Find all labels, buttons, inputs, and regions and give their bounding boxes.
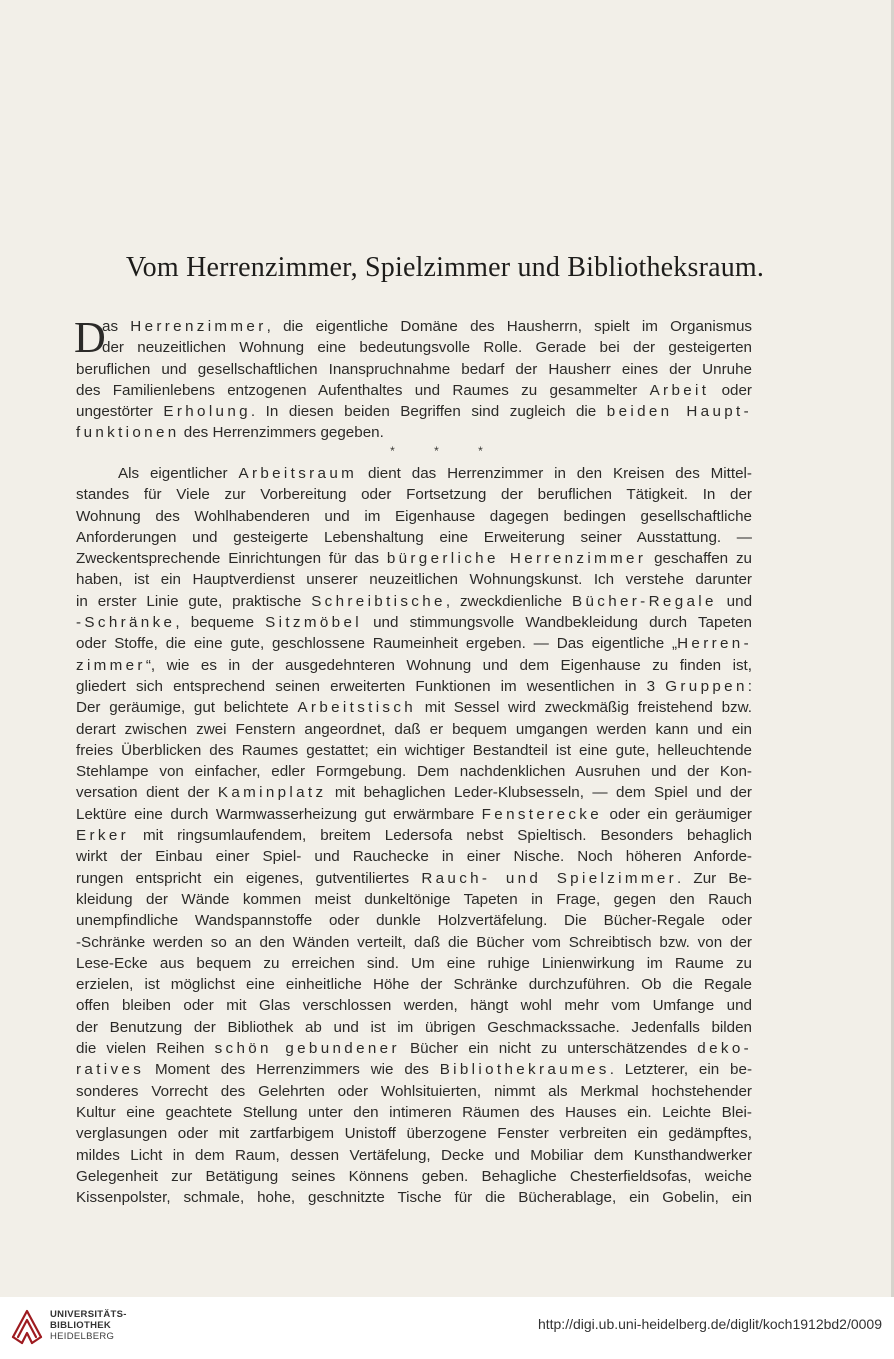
emphasized-text: schön gebundener xyxy=(214,1040,400,1058)
emphasized-text: beiden Haupt- xyxy=(606,403,752,421)
text-line xyxy=(76,719,752,740)
text-run: des Familienlebens entzogenen Aufenthaltes und Raumes zu gesammelter xyxy=(76,381,650,399)
text-run: die vielen Reihen xyxy=(76,1040,215,1058)
emphasized-text: Fensterecke xyxy=(481,805,603,823)
text-line xyxy=(76,1017,752,1038)
text-run: Bücher ein nicht zu unterschätzendes xyxy=(399,1040,698,1058)
text-run: Lektüre eine durch Warmwasserheizung gut erwärmbare xyxy=(76,805,482,823)
text-line xyxy=(76,1081,752,1102)
text-line xyxy=(76,569,752,590)
emphasized-text: funktionen xyxy=(76,424,180,442)
text-run: und xyxy=(716,592,753,610)
text-run: versation dient der xyxy=(76,784,218,802)
text-line xyxy=(76,591,752,612)
text-run: mit Sessel wird zweckmäßig freistehend bzw. xyxy=(416,699,752,717)
emphasized-text: Arbeit xyxy=(649,381,710,399)
text-line xyxy=(76,422,752,443)
paragraph-main xyxy=(76,463,752,1208)
text-run: freies Überblicken des Raumes gestattet; ein wichtiger Bestandteil ist eine gute, helleuchtende xyxy=(76,741,752,759)
text-line xyxy=(76,1059,752,1080)
emphasized-text: Kaminplatz xyxy=(217,784,327,802)
text-run: ungestörter xyxy=(76,403,164,421)
emphasized-text: zimmer xyxy=(76,656,146,674)
text-run: offen bleiben oder mit Glas verschlossen werden, hängt wohl mehr vom Umfange und xyxy=(76,997,752,1015)
text-run: oder ein geräumiger xyxy=(602,805,752,823)
text-run: oder Stoffe, die eine gute, geschlossene Raumeinheit ergeben. — Das eigentliche „ xyxy=(76,635,678,653)
emphasized-text: ratives xyxy=(76,1061,145,1079)
text-line xyxy=(76,676,752,697)
text-run: der neuzeitlichen Wohnung eine bedeutungsvolle Rolle. Gerade bei der gesteigerten xyxy=(102,339,752,357)
emphasized-text: Bibliothekraumes xyxy=(439,1061,610,1079)
text-run: Zweckentsprechende Einrichtungen für das xyxy=(76,550,387,568)
library-name[interactable] xyxy=(50,1309,127,1342)
emphasized-text: deko- xyxy=(697,1040,753,1058)
text-line xyxy=(76,932,752,953)
emphasized-text: Bücher-Regale xyxy=(572,592,717,610)
text-run: dient das Herrenzimmer in den Kreisen des Mittel- xyxy=(357,465,752,482)
library-name-line2: BIBLIOTHEK xyxy=(50,1320,112,1331)
paragraph-intro xyxy=(74,313,752,444)
text-line xyxy=(76,846,752,867)
text-run: . Letzterer, ein be- xyxy=(609,1061,753,1079)
text-run: -Schränke werden so an den Wänden verteilt, daß die Bücher vom Schreibtisch bzw. von der xyxy=(76,933,752,951)
text-run: mit ringsumlaufendem, breitem Ledersofa nebst Spieltisch. Besonders behaglich xyxy=(129,827,752,845)
text-line xyxy=(76,655,752,676)
text-run: , zweckdienliche xyxy=(445,592,572,610)
text-line xyxy=(76,401,752,422)
text-run: . In diesen beiden Begriffen sind zugleich die xyxy=(250,403,607,421)
text-line xyxy=(76,889,752,910)
text-run: mildes Licht in dem Raum, dessen Vertäfelung, Decke und Mobiliar dem Kunsthandwerker xyxy=(76,1146,752,1164)
library-name-line1: UNIVERSITÄTS- xyxy=(50,1309,127,1320)
text-line xyxy=(76,995,752,1016)
text-run: wirkt der Einbau einer Spiel- und Rauchecke in einer Nische. Noch höheren Anforde- xyxy=(76,848,752,866)
text-run: geschaffen zu xyxy=(646,550,753,568)
text-run: Lese-Ecke aus bequem zu erreichen sind. Um eine ruhige Linienwirkung im Raume zu xyxy=(76,954,752,972)
emphasized-text: -Schränke xyxy=(76,614,176,632)
text-run: beruflichen und gesellschaftlichen Inanspruchnahme bedarf der Hausherr eines der Unruhe xyxy=(76,360,752,378)
text-run: mit behaglichen Leder-Klubsesseln, — dem Spiel und der xyxy=(326,784,752,802)
text-line xyxy=(76,484,752,505)
text-run: standes für Viele zur Vorbereitung oder Fortsetzung der beruflichen Tätigkeit. In der xyxy=(76,486,752,504)
text-line xyxy=(76,868,752,889)
text-line xyxy=(76,1102,752,1123)
text-line xyxy=(76,825,752,846)
text-run: , die eigentliche Domäne des Hausherrn, spielt im Organismus xyxy=(266,318,752,335)
text-line xyxy=(76,953,752,974)
text-line xyxy=(76,316,752,337)
section-separator: * * * xyxy=(390,444,501,458)
text-run: Der geräumige, gut belichtete xyxy=(76,699,298,717)
text-line xyxy=(76,697,752,718)
text-run: Anforderungen und gesteigerte Lebenshaltung eine Erweiterung seiner Ausstattung. — xyxy=(76,528,752,546)
text-line xyxy=(76,1038,752,1059)
text-run: “, wie es in der ausgedehnteren Wohnung und dem Eigenhause zu finden ist, xyxy=(145,656,752,674)
text-line xyxy=(76,761,752,782)
emphasized-text: Herren- xyxy=(677,635,752,653)
text-run: : xyxy=(747,677,752,695)
text-run: Moment des Herrenzimmers wie des xyxy=(144,1061,440,1079)
text-line xyxy=(76,740,752,761)
text-run: Kissenpolster, schmale, hohe, geschnitzte Tische für die Bücherablage, ein Gobelin, ein xyxy=(76,1189,752,1207)
emphasized-text: Arbeitstisch xyxy=(297,699,417,717)
text-line xyxy=(76,974,752,995)
text-run: Kultur eine geachtete Stellung unter den intimeren Räumen des Hauses ein. Leichte Blei- xyxy=(76,1103,752,1121)
text-run: der Benutzung der Bibliothek ab und ist im übrigen Geschmackssache. Jedenfalls bilden xyxy=(76,1018,752,1036)
text-line xyxy=(76,612,752,633)
text-run: derart zwischen zwei Fenstern angeordnet, daß er bequem umgangen werden kann und ein xyxy=(76,720,752,738)
emphasized-text: bürgerliche Herrenzimmer xyxy=(386,550,647,568)
library-name-line3: HEIDELBERG xyxy=(50,1331,115,1342)
library-logo-icon[interactable] xyxy=(10,1307,44,1347)
emphasized-text: Rauch- und Spielzimmer xyxy=(421,869,678,887)
text-run: in erster Linie gute, praktische xyxy=(76,592,312,610)
permalink-url[interactable]: http://digi.ub.uni-heidelberg.de/diglit/koch1912bd2/0009 xyxy=(537,1316,882,1332)
text-run: erzielen, ist möglichst eine einheitliche Höhe der Schränke durchzuführen. Ob die Regale xyxy=(76,976,752,994)
text-run: sonderes Vorrecht des Gelehrten oder Wohlsituierten, nimmt als Merkmal hochstehender xyxy=(76,1082,752,1100)
text-run: und stimmungsvolle Wandbekleidung durch Tapeten xyxy=(361,614,752,632)
emphasized-text: Erker xyxy=(76,827,130,845)
text-run: gliedert sich entsprechend seinen erweiterten Funktionen im wesentlichen in 3 xyxy=(76,677,666,695)
text-run: verglasungen oder mit zartfarbigem Unistoff überzogene Fenster verbreiten ein gedämpftes, xyxy=(76,1125,752,1143)
text-line xyxy=(76,782,752,803)
text-line xyxy=(76,804,752,825)
text-line xyxy=(76,633,752,654)
text-line xyxy=(76,1123,752,1144)
text-line xyxy=(76,359,752,380)
text-line xyxy=(76,1187,752,1208)
article-title: Vom Herrenzimmer, Spielzimmer und Bibliotheksraum. xyxy=(125,252,765,283)
footer-bar xyxy=(0,1297,894,1359)
text-run: haben, ist ein Hauptverdienst unserer neuzeitlichen Wohnungskunst. Ich verstehe darunter xyxy=(76,571,752,589)
text-run: Gelegenheit zur Betätigung seines Könnens geben. Behagliche Chesterfieldsofas, weiche xyxy=(76,1167,752,1185)
emphasized-text: Gruppen xyxy=(665,677,748,695)
emphasized-text: Herrenzimmer xyxy=(130,318,267,335)
text-run: as xyxy=(102,318,131,335)
emphasized-text: Erholung xyxy=(163,403,251,421)
text-line xyxy=(76,1145,752,1166)
emphasized-text: Sitzmöbel xyxy=(265,614,362,632)
text-run: oder xyxy=(709,381,752,399)
text-line xyxy=(76,506,752,527)
text-run: Wohnung des Wohlhabenderen und im Eigenhause dagegen bedingen gesellschaftliche xyxy=(76,507,752,525)
text-run: kleidung der Wände kommen meist dunkeltönige Tapeten in Frage, gegen den Rauch xyxy=(76,890,752,908)
text-run: Stehlampe von einfacher, edler Formgebung. Dem nachdenklichen Ausruhen und der Kon- xyxy=(76,763,752,781)
text-run: Als eigentlicher xyxy=(118,465,239,482)
text-run: , bequeme xyxy=(175,614,266,632)
text-line xyxy=(76,380,752,401)
text-line xyxy=(76,337,752,358)
text-line xyxy=(76,1166,752,1187)
text-run: des Herrenzimmers gegeben. xyxy=(179,424,384,442)
text-run: . Zur Be- xyxy=(677,869,752,887)
emphasized-text: Arbeitsraum xyxy=(238,465,358,482)
text-line xyxy=(76,527,752,548)
text-line xyxy=(76,910,752,931)
text-run: unempfindliche Wandspannstoffe oder dunkle Holzvertäfelung. Die Bücher-Regale oder xyxy=(76,912,752,930)
emphasized-text: Schreibtische xyxy=(311,592,446,610)
text-run: rungen entspricht ein eigenes, gutventiliertes xyxy=(76,869,422,887)
drop-cap: D xyxy=(74,313,106,362)
text-line xyxy=(76,463,752,484)
text-line xyxy=(76,548,752,569)
